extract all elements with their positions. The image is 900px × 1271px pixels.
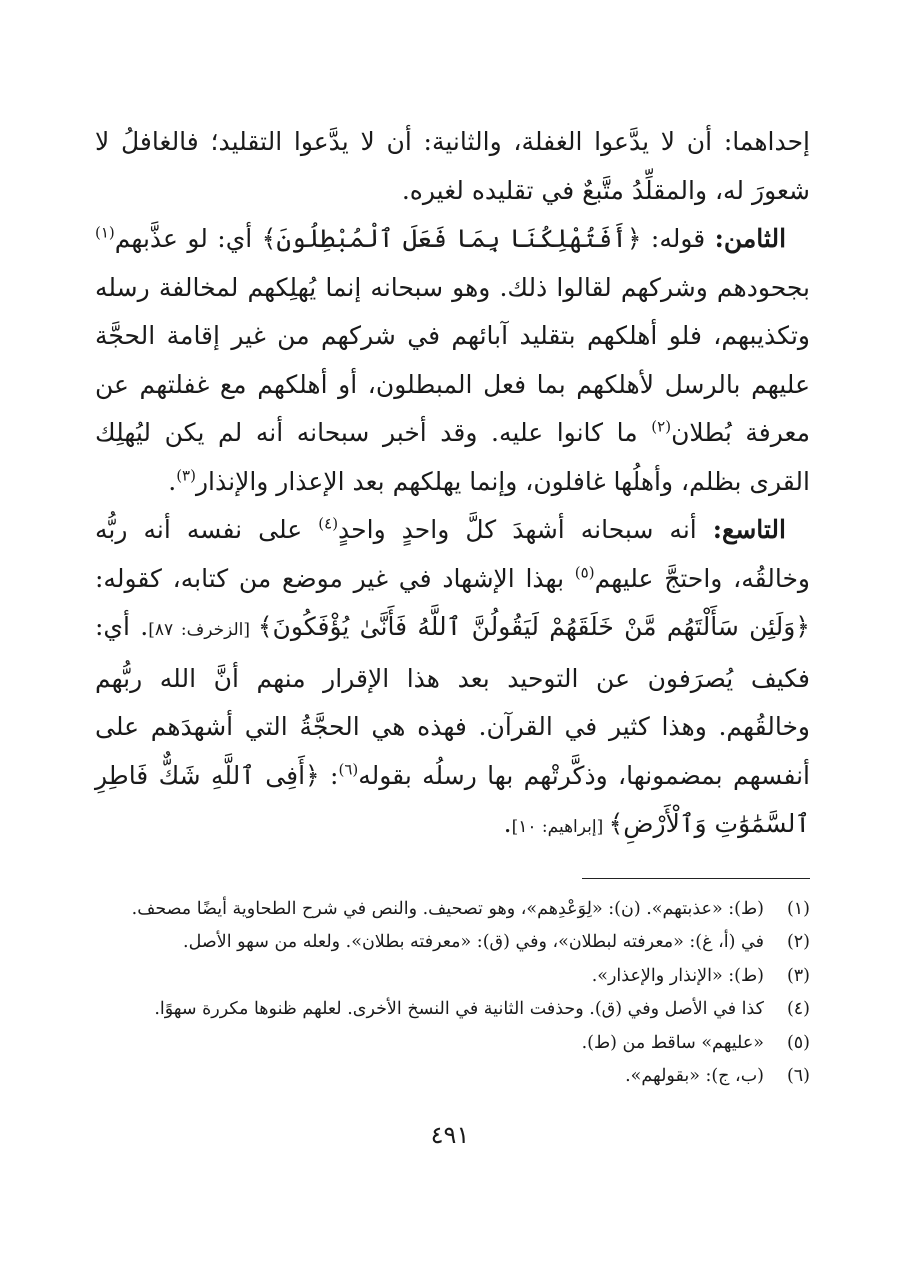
paragraph-3-text-4: . أي: فكيف يُصرَفون عن التوحيد بعد هذا الإقرار منهم أنَّ الله ربُّهم وخالقُهم. وهذا كثير في القرآن. فهذه هي الحجَّةُ التي أشهدَهم على أنفسهم بمضمونها، وذكَّرتْهم بها رسلُه بقوله [95,612,810,790]
footnote-number: (٦) [786,1066,810,1086]
paragraph-2-text-1: قوله: [641,224,715,253]
main-text [95,118,810,852]
footnote [95,993,810,1027]
page-number: ٤٩١ [430,1121,470,1149]
footnote [95,1027,810,1061]
verse-reference: [إبراهيم: ١٠] [511,817,609,837]
footnote-marker-4: (٤) [318,514,339,533]
paragraph-3-text-3: بهذا الإشهاد في غير موضع من كتابه، كقوله: [95,563,575,593]
paragraph-3 [95,506,810,852]
footnote-number: (٣) [786,965,810,986]
paragraph-3-text-1: أنه سبحانه أشهدَ كلَّ واحدٍ واحدٍ [338,515,713,544]
quran-verse: ﴿وَلَئِن سَأَلْتَهُم مَّنْ خَلَقَهُمْ لَيَقُولُنَّ ٱللَّهُ فَأَنَّىٰ يُؤْفَكُونَ﴾ [257,612,810,641]
footnote-marker-2: (٢) [651,417,672,436]
footnote [95,893,810,927]
paragraph-3-text-5: : [319,760,339,790]
section-lead-ninth: التاسع: [712,515,786,544]
footnote-number: (٥) [786,1032,810,1053]
paragraph-2-text-3: بجحودهم وشركهم لقالوا ذلك. وهو سبحانه إنما يُهلِكهم لمخالفة رسله وتكذيبهم، فلو أهلكهم بتقليد آبائهم في شركهم من غير إقامة الحجَّة عليهم بالرسل لأهلكهم بما فعل المبطلون، أو أهلكهم مع غفلتهم عن معرفة بُطلان [95,272,811,447]
paragraph-1-text: إحداهما: أن لا يدَّعوا الغفلة، والثانية: أن لا يدَّعوا التقليد؛ فالغافلُ لا شعورَ له، والمقلِّدُ متَّبعٌ في تقليده لغيره. [95,127,810,205]
footnote [95,926,810,960]
footnote-text: في (أ، غ): «معرفته لبطلان»، وفي (ق): «معرفته بطلان». ولعله من سهو الأصل. [183,932,764,952]
paragraph-2-text-4: ما كانوا عليه. وقد أخبر سبحانه أنه لم يكن ليُهلِك القرى بظلم، وأهلُها غافلون، وإنما يهلكهم بعد الإعذار والإنذار [95,418,810,496]
paragraph-2-text-2: أي: لو عذَّبهم [114,224,262,253]
footnote [95,960,810,994]
footnote-marker-6: (٦) [338,760,359,779]
paragraph-2 [95,215,810,506]
paragraph-2-text-5: . [168,466,177,496]
footnote-marker-3: (٣) [176,466,196,485]
book-page [95,118,810,1218]
footnote-text: (ب، ج): «بقولهم». [625,1066,764,1086]
footnote-marker-1: (١) [95,223,115,242]
quran-verse: ﴿أَفَتُهْلِكُنَا بِمَا فَعَلَ ٱلْمُبْطِلُونَ﴾ [261,224,642,253]
footnote-marker-5: (٥) [574,563,595,582]
footnotes [95,893,810,1094]
footnote-number: (٢) [786,932,810,952]
footnote-number: (٤) [786,999,810,1019]
footnote-text: «عليهم» ساقط من (ط). [581,1032,764,1053]
footnote-text: كذا في الأصل وفي (ق). وحذفت الثانية في النسخ الأخرى. لعلهم ظنوها مكررة سهوًا. [154,999,764,1019]
quran-verse: ﴿أَفِى ٱللَّهِ شَكٌّ فَاطِرِ ٱلسَّمَٰوَٰتِ وَٱلْأَرْضِ﴾ [95,760,810,838]
paragraph-3-text-2: على نفسه أنه ربُّه وخالقُه، واحتجَّ عليهم [95,515,810,593]
footnote-divider [582,878,810,879]
paragraph-3-text-6: . [503,809,512,838]
footnote-text: (ط): «الإنذار والإعذار». [591,965,764,986]
section-lead-eighth: الثامن: [714,224,787,253]
footnote-number: (١) [786,898,810,919]
footnote-text: (ط): «عذبتهم». (ن): «لِوَعْدِهم»، وهو تصحيف. والنص في شرح الطحاوية أيضًا مصحف. [131,898,764,919]
footnote [95,1060,810,1094]
paragraph-1 [95,118,810,215]
verse-reference: [الزخرف: ٨٧] [148,620,258,640]
